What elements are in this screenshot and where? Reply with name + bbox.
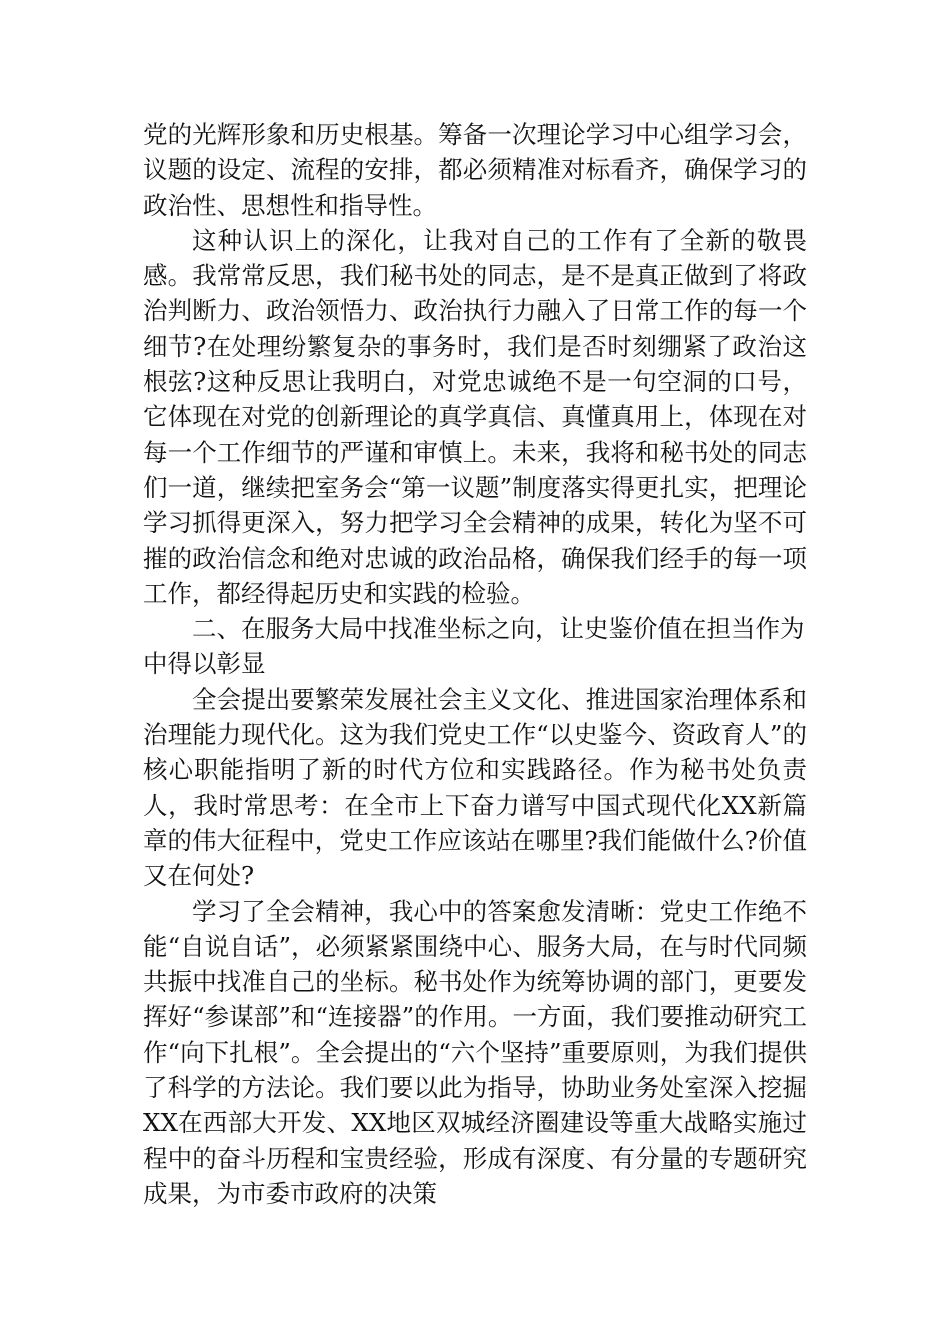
continuation-paragraph: 党的光辉形象和历史根基。筹备一次理论学习中心组学习会，议题的设定、流程的安排，都必须精准对标看齐，确保学习的政治性、思想性和指导性。 — [143, 120, 807, 220]
document-body — [143, 117, 807, 1211]
body-paragraph: 学习了全会精神，我心中的答案愈发清晰：党史工作绝不能“自说自话”，必须紧紧围绕中心、服务大局，在与时代同频共振中找准自己的坐标。秘书处作为统筹协调的部门，更要发挥好“参谋部”和“连接器”的作用。一方面，我们要推动研究工作“向下扎根”。全会提出的“六个坚持”重要原则，为我们提供了科学的方法论。我们要以此为指导，协助业务处室深入挖掘XX在西部大开发、XX地区双城经济圈建设等重大战略实施过程中的奋斗历程和宝贵经验，形成有深度、有分量的专题研究成果，为市委市政府的决策 — [143, 896, 807, 1208]
section-heading: 二、在服务大局中找准坐标之向，让史鉴价值在担当作为中得以彰显 — [143, 614, 805, 679]
body-paragraph: 这种认识上的深化，让我对自己的工作有了全新的敬畏感。我常常反思，我们秘书处的同志，是不是真正做到了将政治判断力、政治领悟力、政治执行力融入了日常工作的每一个细节?在处理纷繁复杂的事务时，我们是否时刻绷紧了政治这根弦?这种反思让我明白，对党忠诚绝不是一句空洞的口号，它体现在对党的创新理论的真学真信、真懂真用上，体现在对每一个工作细节的严谨和审慎上。未来，我将和秘书处的同志们一道，继续把室务会“第一议题”制度落实得更扎实，把理论学习抓得更深入，努力把学习全会精神的成果，转化为坚不可摧的政治信念和绝对忠诚的政治品格，确保我们经手的每一项工作，都经得起历史和实践的检验。 — [143, 225, 807, 608]
body-paragraph: 全会提出要繁荣发展社会主义文化、推进国家治理体系和治理能力现代化。这为我们党史工作“以史鉴今、资政育人”的核心职能指明了新的时代方位和实践路径。作为秘书处负责人，我时常思考：在全市上下奋力谱写中国式现代化XX新篇章的伟大征程中，党史工作应该站在哪里?我们能做什么?价值又在何处? — [143, 684, 807, 891]
